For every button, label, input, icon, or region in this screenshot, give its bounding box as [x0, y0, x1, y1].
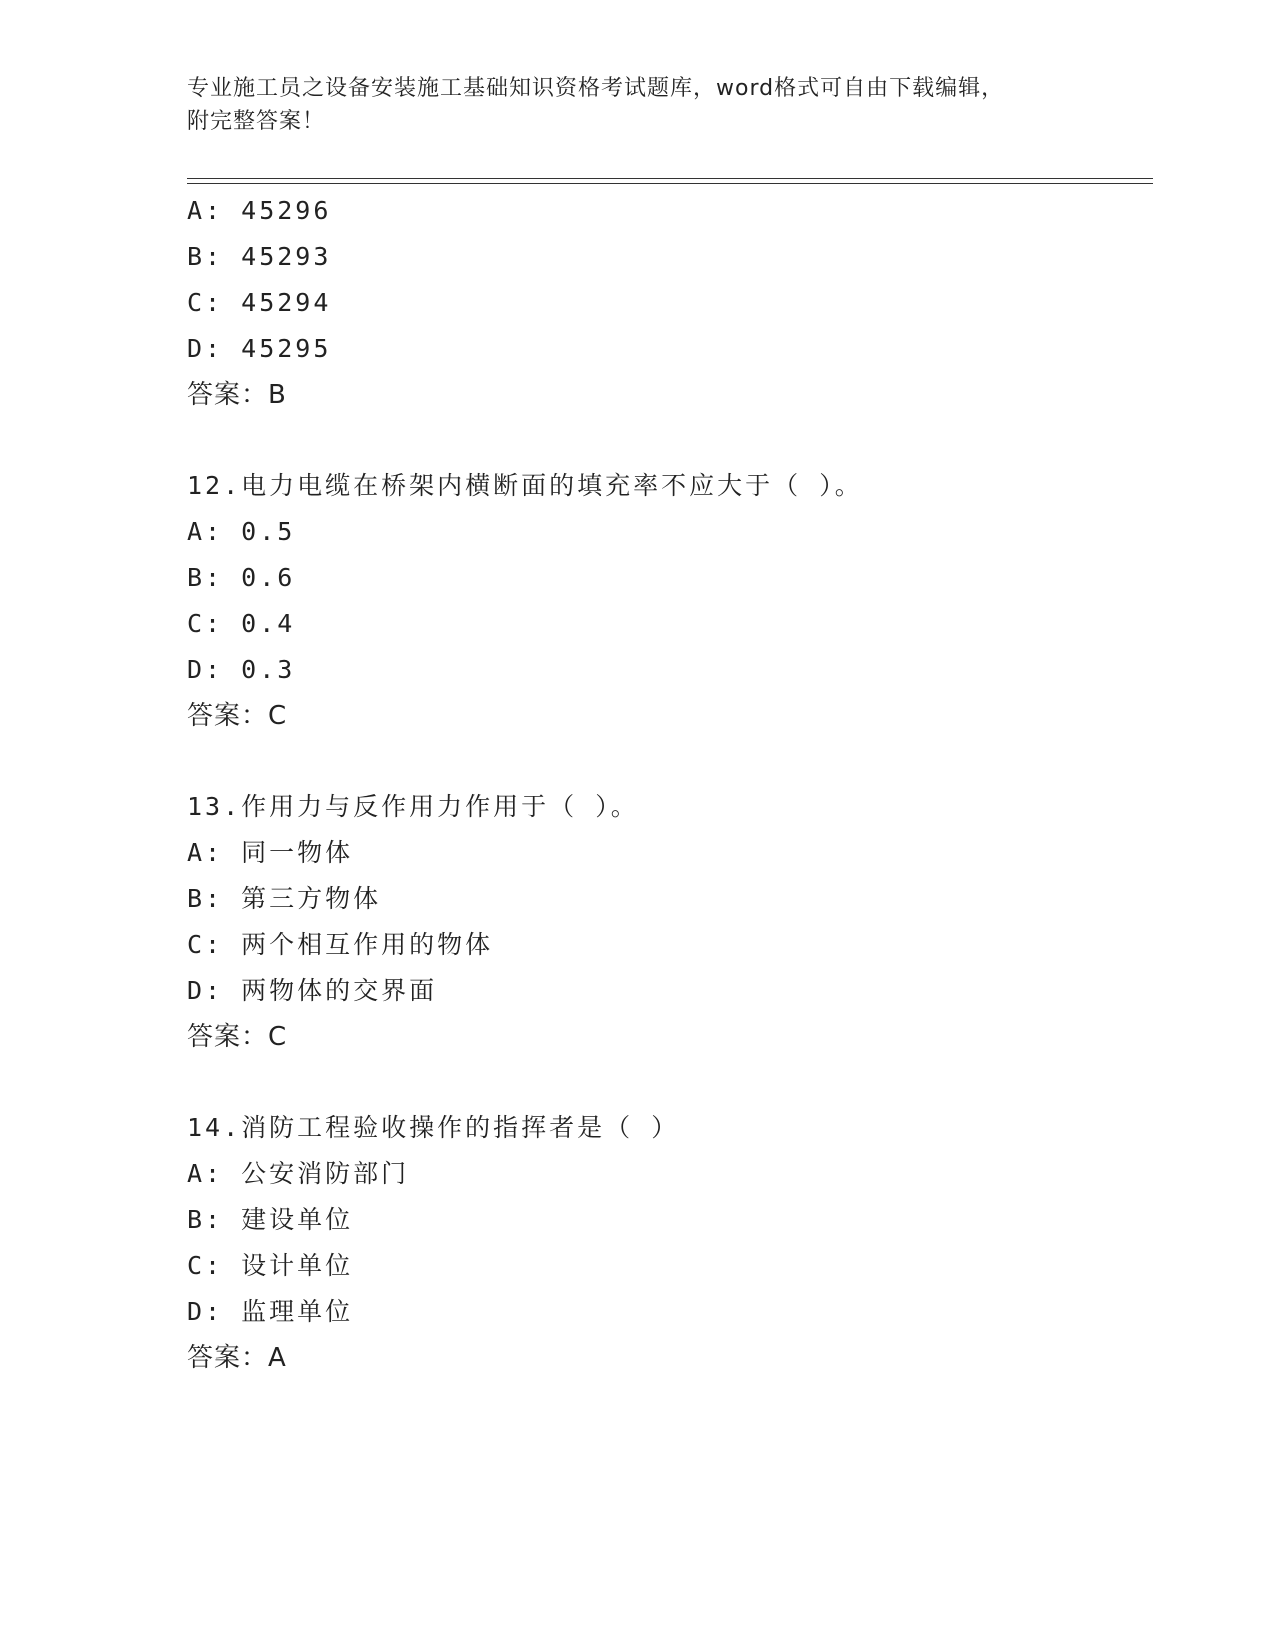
header-line-2: 附完整答案！: [187, 109, 326, 134]
question-14: [187, 1105, 1147, 1381]
option-a: A: 45296: [187, 196, 332, 225]
answer-line: 答案：C: [187, 701, 288, 731]
option-a: A: 公安消防部门: [187, 1159, 410, 1188]
question-text: 13.作用力与反作用力作用于（ ）。: [187, 792, 639, 821]
option-c: C: 两个相互作用的物体: [187, 930, 494, 959]
document-header: [187, 72, 1087, 138]
option-a: A: 0.5: [187, 517, 296, 546]
answer-line: 答案：C: [187, 1022, 288, 1052]
option-d: D: 45295: [187, 334, 332, 363]
option-c: C: 45294: [187, 288, 332, 317]
question-spacer: [187, 418, 1147, 463]
question-list: [187, 188, 1147, 1381]
option-b: B: 45293: [187, 242, 332, 271]
option-d: D: 监理单位: [187, 1297, 354, 1326]
question-text: 14.消防工程验收操作的指挥者是（ ）: [187, 1113, 680, 1142]
question-12: [187, 463, 1147, 739]
question-spacer: [187, 1060, 1147, 1105]
option-b: B: 0.6: [187, 563, 296, 592]
option-d: D: 两物体的交界面: [187, 976, 438, 1005]
answer-line: 答案：B: [187, 380, 287, 410]
question-spacer: [187, 739, 1147, 784]
option-b: B: 第三方物体: [187, 884, 382, 913]
header-line-1: 专业施工员之设备安装施工基础知识资格考试题库，word格式可自由下载编辑，: [187, 76, 1005, 101]
question-text: 12.电力电缆在桥架内横断面的填充率不应大于（ ）。: [187, 471, 863, 500]
header-divider-top: [187, 178, 1153, 179]
option-a: A: 同一物体: [187, 838, 354, 867]
answer-line: 答案：A: [187, 1343, 287, 1373]
option-d: D: 0.3: [187, 655, 296, 684]
header-divider-bottom: [187, 183, 1153, 184]
option-b: B: 建设单位: [187, 1205, 354, 1234]
option-c: C: 设计单位: [187, 1251, 354, 1280]
question-13: [187, 784, 1147, 1060]
question-11: [187, 188, 1147, 418]
option-c: C: 0.4: [187, 609, 296, 638]
